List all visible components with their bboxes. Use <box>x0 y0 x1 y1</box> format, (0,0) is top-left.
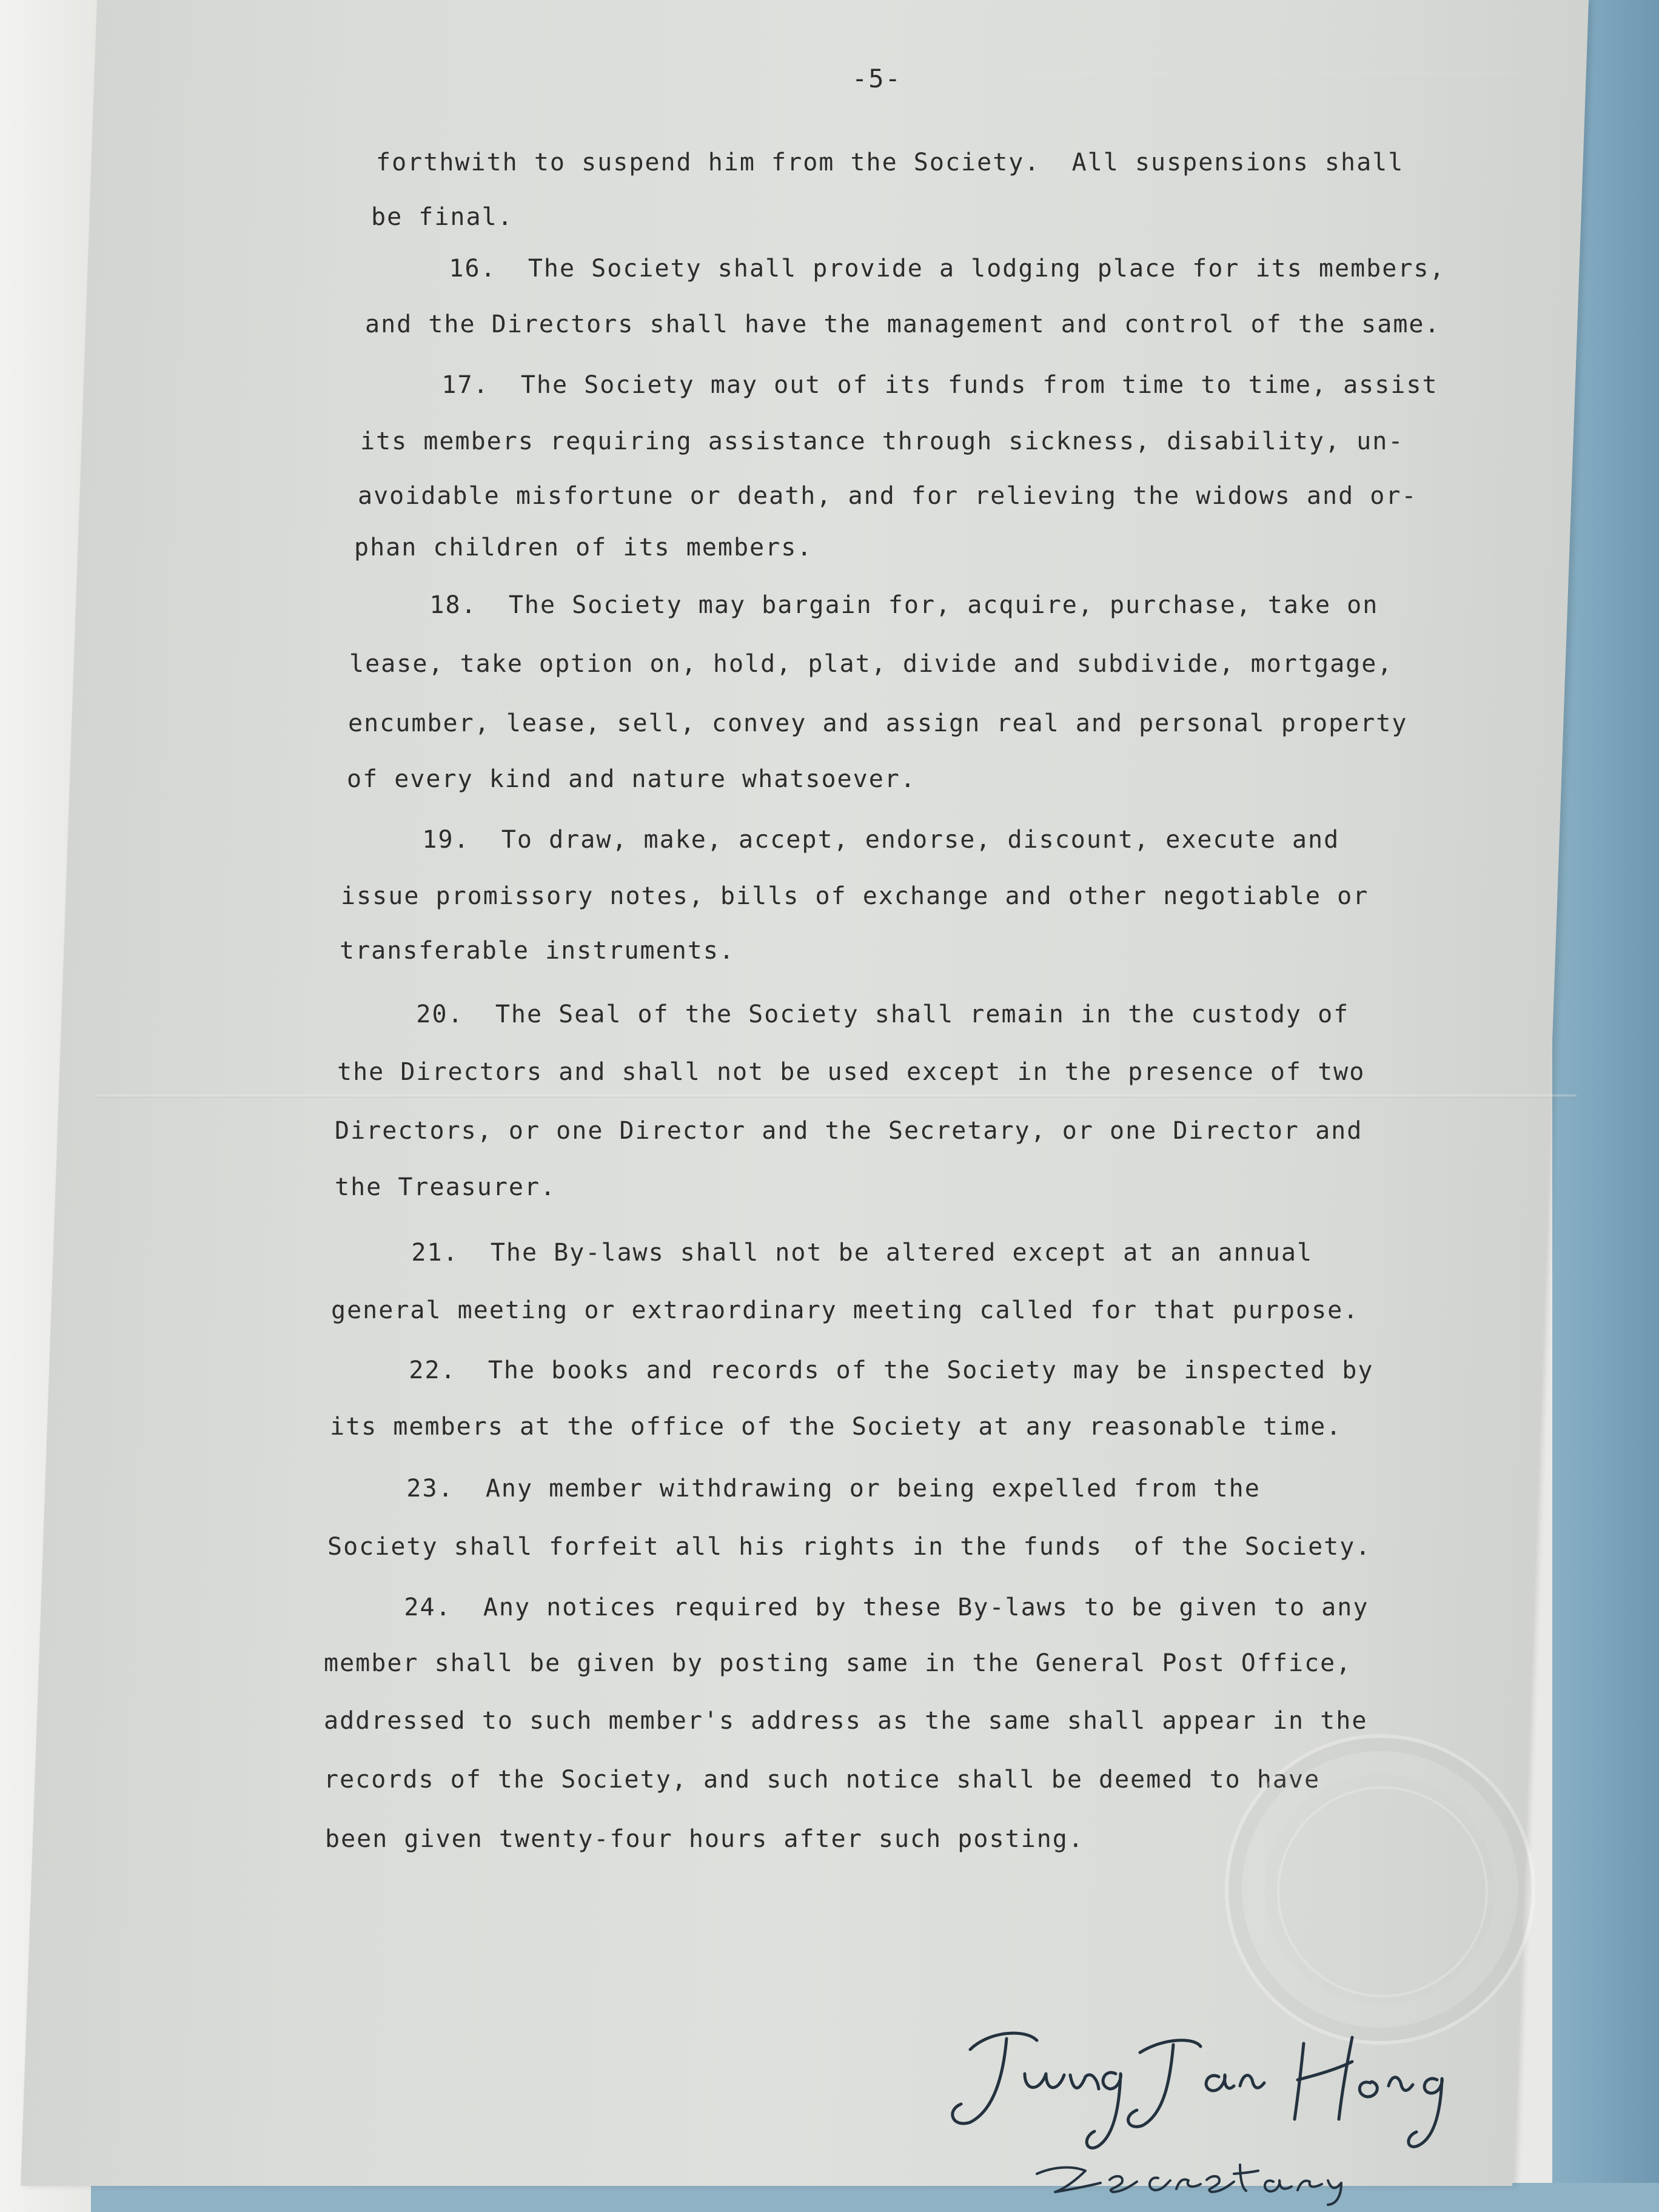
text-line: addressed to such member's address as the same shall appear in the <box>324 1707 1368 1735</box>
embossed-seal-inner-ring <box>1277 1786 1488 1997</box>
text-line: 22. The books and records of the Society may be inspected by <box>330 1356 1374 1384</box>
signature <box>934 2007 1480 2207</box>
text-line: transferable instruments. <box>340 937 736 965</box>
text-line: phan children of its members. <box>354 534 813 561</box>
text-line: records of the Society, and such notice shall be deemed to have <box>324 1766 1321 1794</box>
text-line: general meeting or extraordinary meeting called for that purpose. <box>331 1296 1359 1324</box>
text-line: its members at the office of the Society at any reasonable time. <box>330 1413 1342 1441</box>
text-line: be final. <box>371 203 514 231</box>
text-line: the Directors and shall not be used except in the presence of two <box>337 1058 1366 1086</box>
text-line: 17. The Society may out of its funds from time to time, assist <box>363 371 1438 399</box>
text-line: 18. The Society may bargain for, acquire, purchase, take on <box>350 591 1379 619</box>
text-line: of every kind and nature whatsoever. <box>347 765 916 793</box>
text-line: encumber, lease, sell, convey and assign real and personal property <box>348 709 1408 737</box>
text-line: 20. The Seal of the Society shall remain in the custody of <box>337 1000 1350 1028</box>
text-line: been given twenty-four hours after such posting. <box>325 1825 1084 1853</box>
text-line: 21. The By-laws shall not be altered except at an annual <box>332 1239 1313 1267</box>
text-line: 19. To draw, make, accept, endorse, discount, execute and <box>343 826 1340 854</box>
text-line: avoidable misfortune or death, and for relieving the widows and or- <box>358 482 1418 510</box>
text-line: its members requiring assistance through sickness, disability, un- <box>360 427 1404 455</box>
text-line: 24. Any notices required by these By-laws to be given to any <box>325 1594 1369 1621</box>
text-line: forthwith to suspend him from the Society. All suspensions shall <box>376 149 1404 176</box>
embossed-seal <box>1225 1734 1535 2045</box>
text-line: Society shall forfeit all his rights in the funds of the Society. <box>327 1533 1372 1561</box>
text-line: and the Directors shall have the management and control of the same. <box>365 310 1441 338</box>
page-number: -5- <box>852 64 902 93</box>
text-line: issue promissory notes, bills of exchange and other negotiable or <box>341 882 1369 910</box>
text-line: 16. The Society shall provide a lodging place for its members, <box>370 255 1446 283</box>
text-line: member shall be given by posting same in the General Post Office, <box>324 1649 1352 1677</box>
text-line: 23. Any member withdrawing or being expelled from the <box>327 1475 1261 1503</box>
text-line: the Treasurer. <box>335 1173 557 1201</box>
text-line: Directors, or one Director and the Secretary, or one Director and <box>335 1117 1363 1145</box>
text-line: lease, take option on, hold, plat, divide and subdivide, mortgage, <box>349 650 1393 678</box>
